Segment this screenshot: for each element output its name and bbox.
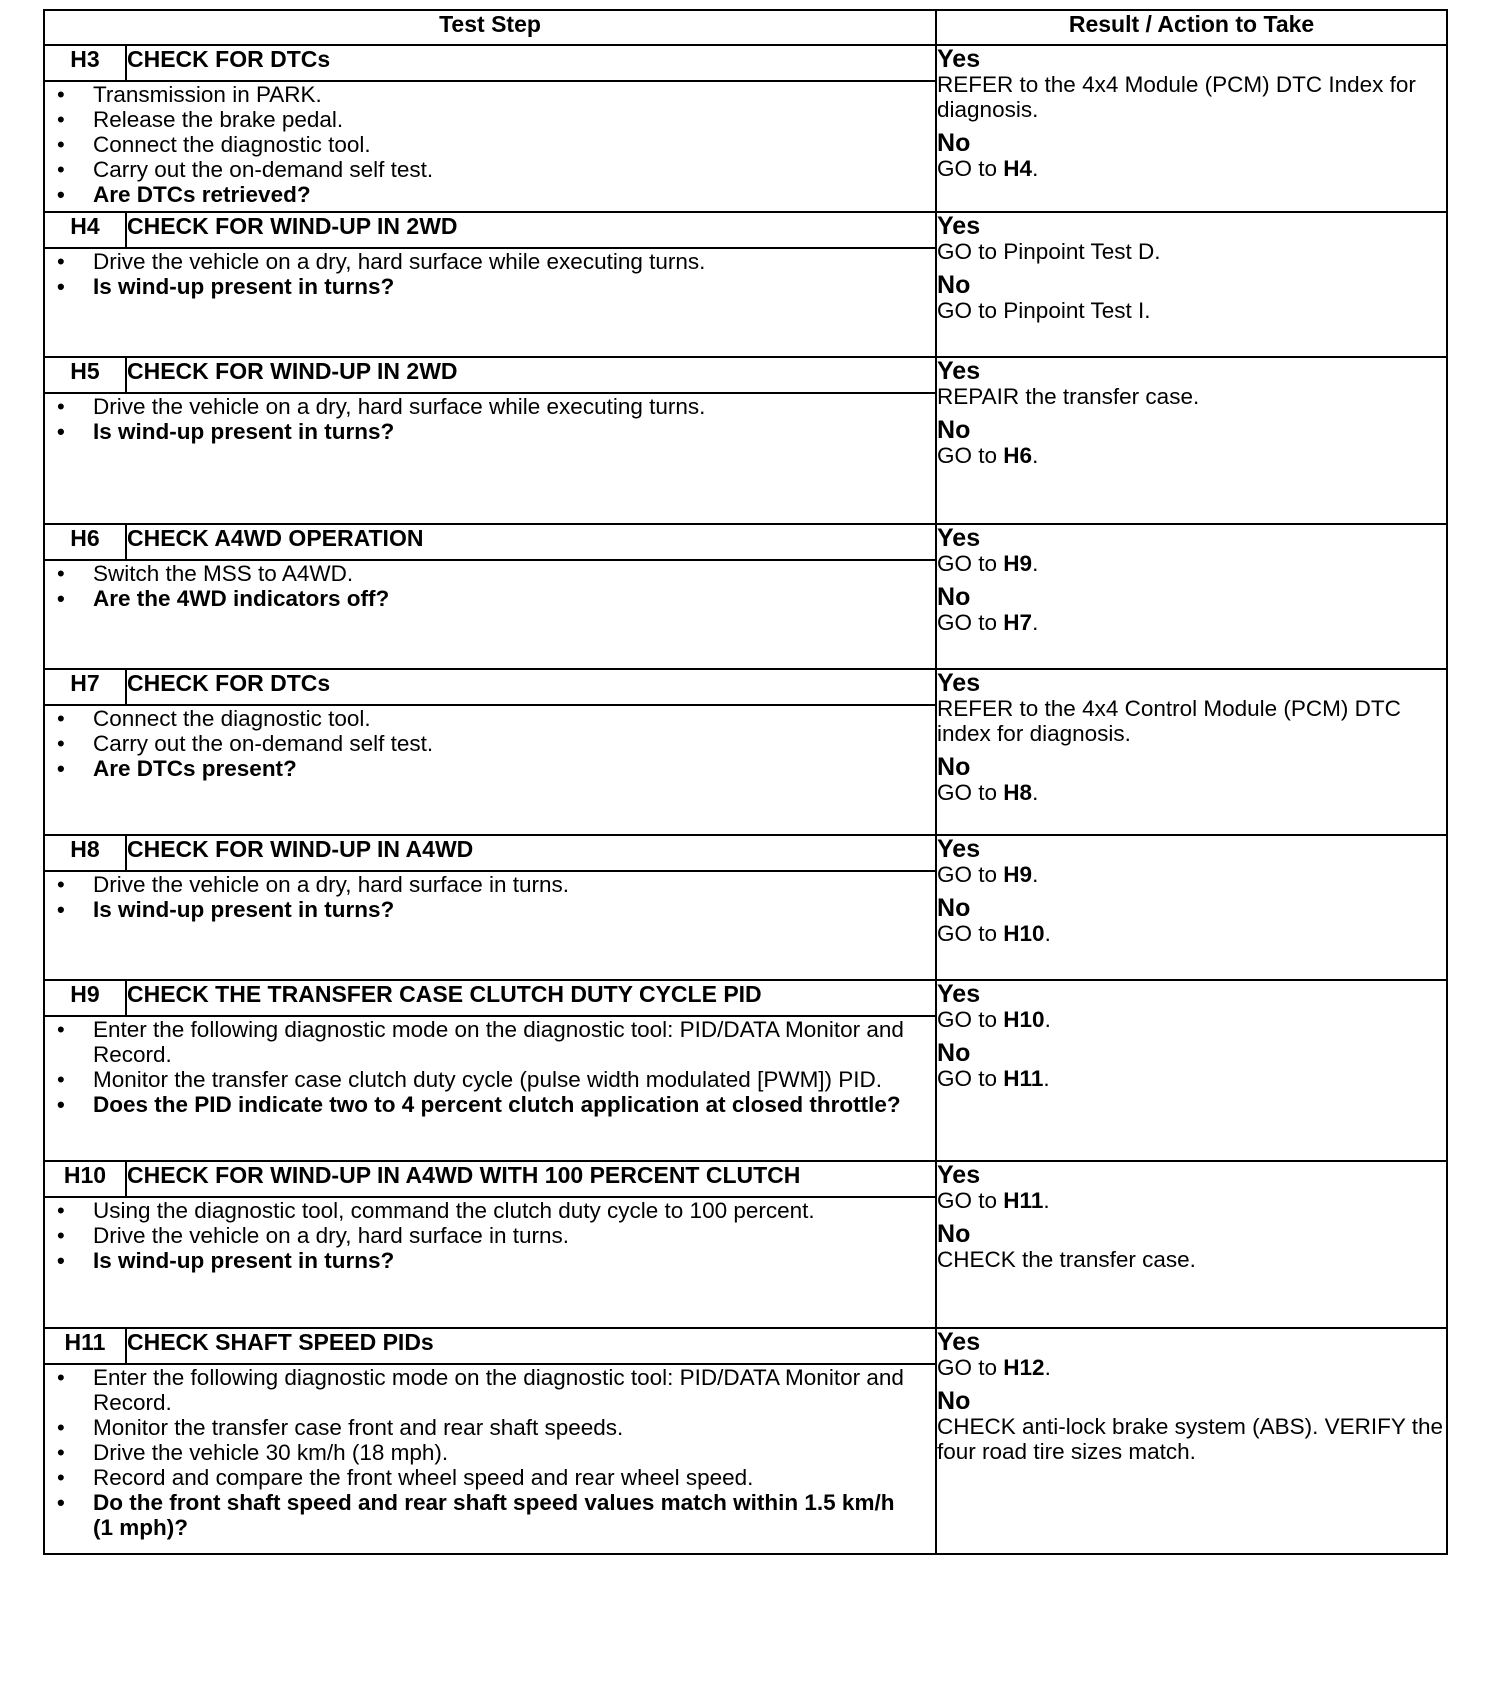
step-instruction-text: Enter the following diagnostic mode on the diagnostic tool: PID/DATA Monitor and Record. [93, 1365, 904, 1415]
step-title-row [44, 1328, 1447, 1364]
no-action-after: . [1043, 1066, 1050, 1091]
step-body [44, 1016, 936, 1161]
yes-action [937, 72, 1446, 122]
no-action-text: GO to [937, 780, 1004, 805]
step-id: H8 [44, 835, 126, 871]
step-title-row [44, 357, 1447, 393]
step-instruction-list [45, 561, 935, 611]
yes-action-text: GO to [937, 1355, 1004, 1380]
step-instruction-text: Carry out the on-demand self test. [93, 731, 434, 756]
step-question [57, 419, 905, 444]
step-instruction-list [45, 394, 935, 444]
step-question-text: Do the front shaft speed and rear shaft speed values match within 1.5 km/h (1 mph)? [93, 1490, 895, 1540]
no-action [937, 921, 1446, 946]
step-id: H7 [44, 669, 126, 705]
yes-label: Yes [937, 1328, 981, 1356]
step-question-text: Is wind-up present in turns? [93, 419, 395, 444]
no-label: No [937, 416, 971, 444]
step-question [57, 1490, 905, 1540]
step-instruction [57, 1440, 905, 1465]
bullet-icon: • [57, 897, 65, 922]
bullet-icon: • [57, 1198, 65, 1223]
no-label: No [937, 753, 971, 781]
bullet-icon: • [57, 182, 65, 207]
no-action-after: . [1044, 921, 1051, 946]
no-label: No [937, 583, 971, 611]
no-label: No [937, 1039, 971, 1067]
step-instruction-list [45, 872, 935, 922]
step-instruction-list [45, 1198, 935, 1273]
no-action-text: GO to [937, 443, 1004, 468]
yes-label: Yes [937, 1161, 981, 1189]
step-instruction [57, 1465, 905, 1490]
step-title: CHECK SHAFT SPEED PIDs [126, 1328, 936, 1364]
bullet-icon: • [57, 1415, 65, 1440]
bullet-icon: • [57, 586, 65, 611]
step-instruction-text: Connect the diagnostic tool. [93, 132, 371, 157]
step-instruction-text: Monitor the transfer case clutch duty cycle (pulse width modulated [PWM]) PID. [93, 1067, 883, 1092]
no-action-text: CHECK anti-lock brake system (ABS). VERIFY the four road tire sizes match. [937, 1414, 1444, 1464]
no-label: No [937, 129, 971, 157]
bullet-icon: • [57, 756, 65, 781]
step-instruction-text: Drive the vehicle on a dry, hard surface while executing turns. [93, 394, 706, 419]
step-title: CHECK A4WD OPERATION [126, 524, 936, 560]
no-action-text: GO to [937, 156, 1004, 181]
yes-action-text: GO to [937, 551, 1004, 576]
yes-label: Yes [937, 669, 981, 697]
step-instruction-list [45, 706, 935, 781]
step-question [57, 897, 905, 922]
no-action [937, 156, 1446, 181]
step-question-text: Are DTCs present? [93, 756, 297, 781]
step-instruction-list [45, 1017, 935, 1117]
step-instruction [57, 706, 905, 731]
yes-label: Yes [937, 980, 981, 1008]
step-id: H5 [44, 357, 126, 393]
no-action-step-ref: H6 [1003, 443, 1033, 468]
bullet-icon: • [57, 132, 65, 157]
step-question-text: Are DTCs retrieved? [93, 182, 311, 207]
no-action-step-ref: H8 [1003, 780, 1033, 805]
no-label: No [937, 1220, 971, 1248]
result-cell [936, 835, 1447, 980]
no-action-after: . [1032, 443, 1039, 468]
step-instruction [57, 82, 905, 107]
no-action [937, 298, 1446, 323]
no-action [937, 443, 1446, 468]
no-action-after: . [1032, 610, 1039, 635]
step-instruction-text: Switch the MSS to A4WD. [93, 561, 354, 586]
yes-action-text: GO to [937, 1007, 1004, 1032]
yes-label: Yes [937, 357, 981, 385]
step-body [44, 248, 936, 357]
no-action [937, 1414, 1446, 1464]
result-cell [936, 1328, 1447, 1554]
step-question [57, 182, 905, 207]
step-instruction-text: Record and compare the front wheel speed and rear wheel speed. [93, 1465, 754, 1490]
step-title: CHECK FOR WIND-UP IN A4WD WITH 100 PERCENT CLUTCH [126, 1161, 936, 1197]
no-action-step-ref: H10 [1003, 921, 1045, 946]
bullet-icon: • [57, 1067, 65, 1092]
bullet-icon: • [57, 274, 65, 299]
no-label: No [937, 271, 971, 299]
bullet-icon: • [57, 731, 65, 756]
step-title: CHECK FOR DTCs [126, 669, 936, 705]
step-instruction-text: Drive the vehicle on a dry, hard surface in turns. [93, 1223, 570, 1248]
no-action-text: CHECK the transfer case. [937, 1247, 1196, 1272]
bullet-icon: • [57, 1248, 65, 1273]
yes-action [937, 1188, 1446, 1213]
step-title-row [44, 835, 1447, 871]
step-instruction-list [45, 249, 935, 299]
result-cell [936, 1161, 1447, 1328]
step-title: CHECK FOR DTCs [126, 45, 936, 81]
step-question-text: Does the PID indicate two to 4 percent clutch application at closed throttle? [93, 1092, 901, 1117]
result-cell [936, 45, 1447, 212]
bullet-icon: • [57, 561, 65, 586]
step-title-row [44, 980, 1447, 1016]
yes-action-after: . [1044, 1007, 1051, 1032]
step-id: H3 [44, 45, 126, 81]
step-id: H11 [44, 1328, 126, 1364]
test-step-column-header: Test Step [44, 10, 936, 45]
step-instruction [57, 1223, 905, 1248]
step-title: CHECK FOR WIND-UP IN 2WD [126, 212, 936, 248]
no-action [937, 1247, 1446, 1272]
step-id: H10 [44, 1161, 126, 1197]
no-action-text: GO to [937, 921, 1004, 946]
yes-action-after: . [1032, 862, 1039, 887]
yes-action-after: . [1044, 1355, 1051, 1380]
yes-action-text: GO to [937, 862, 1004, 887]
step-instruction [57, 1365, 905, 1415]
step-instruction [57, 132, 905, 157]
yes-action-text: GO to Pinpoint Test D. [937, 239, 1161, 264]
table-header-row [44, 10, 1447, 45]
yes-action-step-ref: H11 [1003, 1188, 1044, 1213]
bullet-icon: • [57, 1365, 65, 1390]
step-instruction-text: Release the brake pedal. [93, 107, 344, 132]
step-instruction [57, 1415, 905, 1440]
bullet-icon: • [57, 872, 65, 897]
step-instruction [57, 394, 905, 419]
bullet-icon: • [57, 157, 65, 182]
step-title: CHECK THE TRANSFER CASE CLUTCH DUTY CYCLE PID [126, 980, 936, 1016]
no-action [937, 1066, 1446, 1091]
step-title: CHECK FOR WIND-UP IN 2WD [126, 357, 936, 393]
step-instruction-list [45, 82, 935, 207]
step-instruction [57, 157, 905, 182]
step-question-text: Is wind-up present in turns? [93, 1248, 395, 1273]
yes-label: Yes [937, 524, 981, 552]
step-question [57, 1092, 905, 1117]
step-instruction [57, 1017, 905, 1067]
step-question-text: Is wind-up present in turns? [93, 897, 395, 922]
step-question [57, 586, 905, 611]
yes-label: Yes [937, 212, 981, 240]
bullet-icon: • [57, 1465, 65, 1490]
step-question-text: Are the 4WD indicators off? [93, 586, 390, 611]
bullet-icon: • [57, 1017, 65, 1042]
step-title-row [44, 669, 1447, 705]
step-instruction-list [45, 1365, 935, 1540]
bullet-icon: • [57, 107, 65, 132]
no-action-after: . [1032, 156, 1039, 181]
step-title: CHECK FOR WIND-UP IN A4WD [126, 835, 936, 871]
step-question [57, 756, 905, 781]
test-steps-body [44, 45, 1447, 1554]
yes-action [937, 862, 1446, 887]
step-question [57, 1248, 905, 1273]
bullet-icon: • [57, 1490, 65, 1515]
result-cell [936, 669, 1447, 835]
step-instruction-text: Monitor the transfer case front and rear shaft speeds. [93, 1415, 624, 1440]
yes-action-text: REFER to the 4x4 Control Module (PCM) DTC index for diagnosis. [937, 696, 1401, 746]
step-instruction-text: Drive the vehicle on a dry, hard surface in turns. [93, 872, 570, 897]
step-id: H9 [44, 980, 126, 1016]
step-instruction-text: Connect the diagnostic tool. [93, 706, 371, 731]
step-id: H6 [44, 524, 126, 560]
no-action-text: GO to Pinpoint Test I. [937, 298, 1151, 323]
step-instruction-text: Transmission in PARK. [93, 82, 322, 107]
yes-action-step-ref: H12 [1003, 1355, 1045, 1380]
no-label: No [937, 894, 971, 922]
yes-action [937, 1355, 1446, 1380]
no-action-step-ref: H11 [1003, 1066, 1044, 1091]
no-action [937, 780, 1446, 805]
step-id: H4 [44, 212, 126, 248]
diagnostic-test-table [43, 9, 1448, 1555]
yes-action-after: . [1043, 1188, 1050, 1213]
yes-action-step-ref: H9 [1003, 551, 1033, 576]
step-instruction-text: Drive the vehicle 30 km/h (18 mph). [93, 1440, 449, 1465]
yes-action-step-ref: H9 [1003, 862, 1033, 887]
no-action-after: . [1032, 780, 1039, 805]
bullet-icon: • [57, 249, 65, 274]
yes-action [937, 696, 1446, 746]
step-body [44, 81, 936, 212]
step-instruction [57, 249, 905, 274]
yes-action [937, 1007, 1446, 1032]
result-cell [936, 524, 1447, 669]
step-instruction [57, 1198, 905, 1223]
yes-action [937, 551, 1446, 576]
bullet-icon: • [57, 1223, 65, 1248]
step-title-row [44, 212, 1447, 248]
step-body [44, 705, 936, 835]
result-cell [936, 980, 1447, 1161]
no-action-text: GO to [937, 1066, 1004, 1091]
step-instruction-text: Drive the vehicle on a dry, hard surface while executing turns. [93, 249, 706, 274]
yes-label: Yes [937, 835, 981, 863]
step-body [44, 871, 936, 980]
step-title-row [44, 45, 1447, 81]
step-instruction [57, 107, 905, 132]
no-action [937, 610, 1446, 635]
yes-action-text: REPAIR the transfer case. [937, 384, 1200, 409]
yes-action [937, 384, 1446, 409]
step-question [57, 274, 905, 299]
step-instruction [57, 872, 905, 897]
step-instruction [57, 731, 905, 756]
result-cell [936, 212, 1447, 357]
step-instruction [57, 561, 905, 586]
yes-action-step-ref: H10 [1003, 1007, 1045, 1032]
bullet-icon: • [57, 394, 65, 419]
step-body [44, 1364, 936, 1554]
step-body [44, 560, 936, 669]
yes-label: Yes [937, 45, 981, 73]
bullet-icon: • [57, 82, 65, 107]
step-question-text: Is wind-up present in turns? [93, 274, 395, 299]
step-instruction-text: Enter the following diagnostic mode on the diagnostic tool: PID/DATA Monitor and Record. [93, 1017, 904, 1067]
step-body [44, 393, 936, 524]
yes-action-text: REFER to the 4x4 Module (PCM) DTC Index for diagnosis. [937, 72, 1416, 122]
step-instruction-text: Carry out the on-demand self test. [93, 157, 434, 182]
bullet-icon: • [57, 1092, 65, 1117]
yes-action-after: . [1032, 551, 1039, 576]
yes-action [937, 239, 1446, 264]
bullet-icon: • [57, 419, 65, 444]
no-action-step-ref: H7 [1003, 610, 1033, 635]
step-instruction-text: Using the diagnostic tool, command the clutch duty cycle to 100 percent. [93, 1198, 815, 1223]
no-action-text: GO to [937, 610, 1004, 635]
no-label: No [937, 1387, 971, 1415]
step-title-row [44, 1161, 1447, 1197]
bullet-icon: • [57, 1440, 65, 1465]
step-title-row [44, 524, 1447, 560]
no-action-step-ref: H4 [1003, 156, 1033, 181]
yes-action-text: GO to [937, 1188, 1004, 1213]
bullet-icon: • [57, 706, 65, 731]
step-instruction [57, 1067, 905, 1092]
result-action-column-header: Result / Action to Take [936, 10, 1447, 45]
result-cell [936, 357, 1447, 524]
step-body [44, 1197, 936, 1328]
